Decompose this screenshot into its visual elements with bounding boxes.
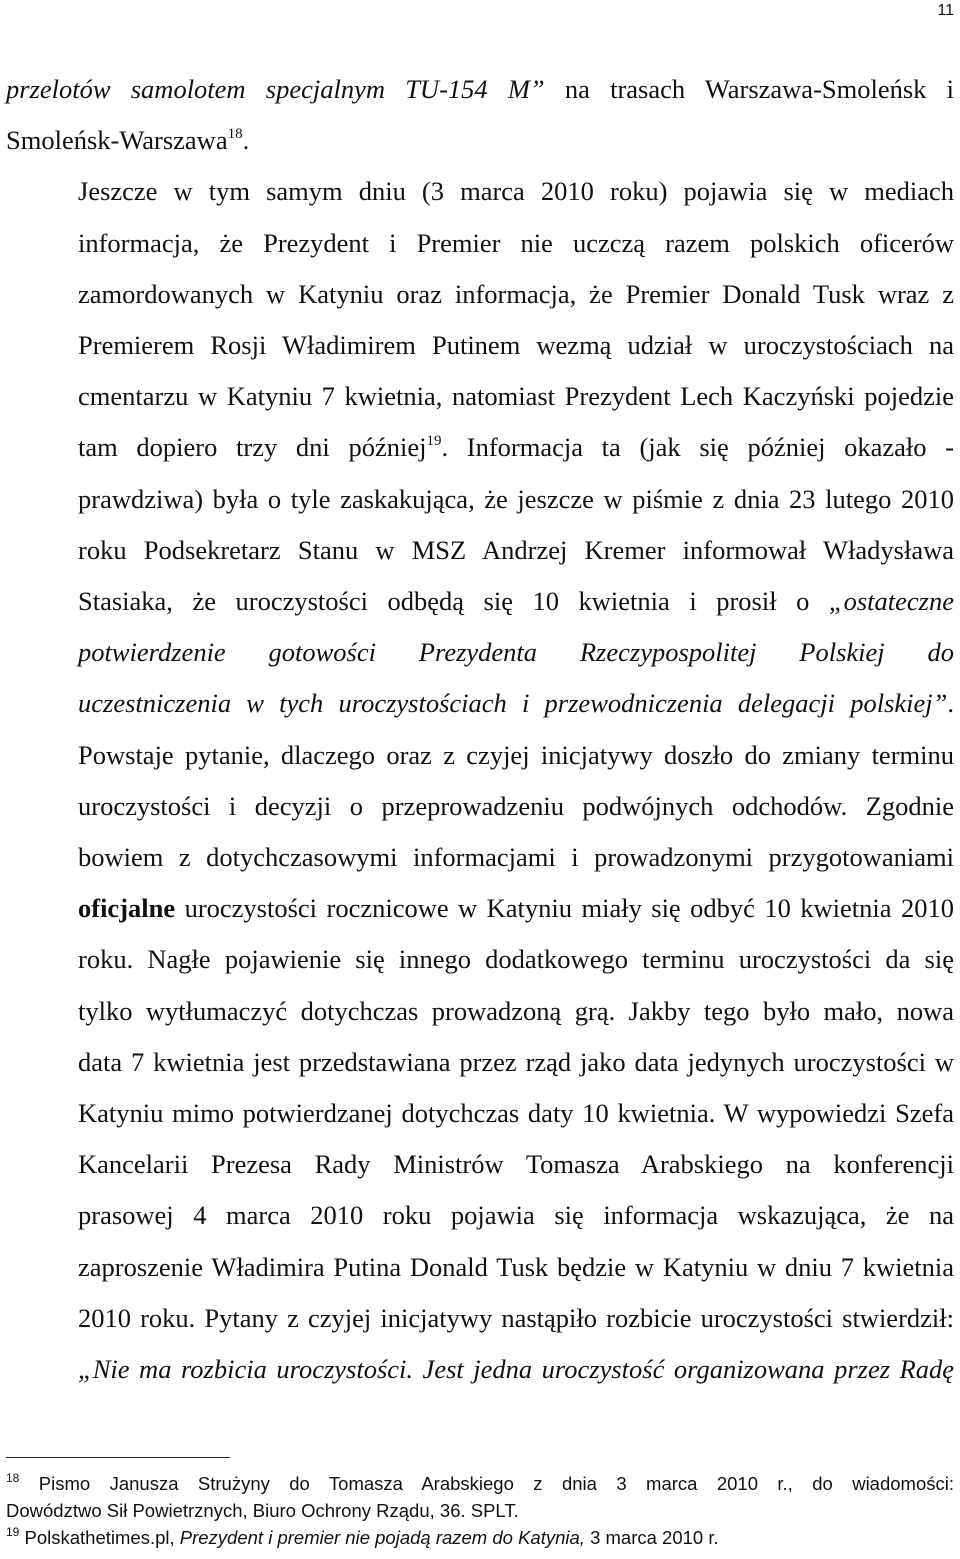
text-line [6,115,954,166]
footnote-19 [6,1524,954,1551]
italic-text: przelotów samolotem specjalnym TU-154 M” [6,74,545,104]
text-run: . [947,688,954,719]
italic-text: potwierdzenie gotowości Prezydenta Rzeczypospolitej Polskiej do [78,637,954,668]
page-number: 11 [937,2,954,19]
text-run: na trasach Warszawa-Smoleńsk i [544,74,954,104]
text-run: 3 marca 2010 r. [584,1527,719,1548]
footnotes [6,1470,954,1551]
text-line [6,64,954,115]
italic-text: uczestniczenia w tych uroczystościach i przewodniczenia delegacji polskiej” [78,688,948,719]
text-line: 2010 roku. Pytany z czyjej inicjatywy nastąpiło rozbicie uroczystości stwierdził: [78,1302,954,1333]
text-run: Smoleńsk-Warszawa [6,125,228,156]
footnote-number: 19 [6,1525,20,1539]
text-line [6,576,954,627]
text-run: uroczystości rocznicowe w Katyniu miały się odbyć 10 kwietnia 2010 [175,893,954,924]
footnote-line: Dowództwo Sił Powietrznych, Biuro Ochrony Rządu, 36. SPLT. [6,1500,519,1521]
footnote-18 [6,1470,954,1524]
text-line [6,422,954,473]
footnote-ref-18[interactable]: 18 [227,126,243,143]
text-line: Jeszcze w tym samym dniu (3 marca 2010 roku) pojawia się w mediach [78,176,954,207]
text-line: uroczystości i decyzji o przeprowadzeniu podwójnych odchodów. Zgodnie [78,790,954,821]
text-line: zamordowanych w Katyniu oraz informacja, że Premier Donald Tusk wraz z [78,278,954,309]
text-line: Powstaje pytanie, dlaczego oraz z czyjej inicjatywy doszło do zmiany terminu [78,739,954,770]
text-line: zaproszenie Władimira Putina Donald Tusk będzie w Katyniu w dniu 7 kwietnia [78,1251,954,1282]
text-line: bowiem z dotychczasowymi informacjami i prowadzonymi przygotowaniami [78,842,954,873]
italic-text: „Nie ma rozbicia uroczystości. Jest jedna uroczystość organizowana przez Radę [78,1354,954,1385]
footnote-divider [6,1457,230,1458]
text-line: Kancelarii Prezesa Rady Ministrów Tomasza Arabskiego na konferencji [78,1149,954,1180]
text-line: Premierem Rosji Władimirem Putinem wezmą udział w uroczystościach na [78,330,954,361]
paragraph-1 [6,64,954,166]
paragraph-2 [6,166,954,1395]
text-run: tam dopiero trzy dni później [78,432,427,463]
text-run: Pismo Janusza Strużyny do Tomasza Arabskiego z dnia 3 marca 2010 r., do wiadomości: [19,1473,954,1494]
body-text [6,64,954,1395]
italic-text: Prezydent i premier nie pojadą razem do Katynia, [179,1527,585,1548]
bold-text: oficjalne [78,893,176,924]
footnote-number: 18 [6,1471,20,1485]
footnote-ref-19[interactable]: 19 [426,433,442,450]
text-line: Katyniu mimo potwierdzanej dotychczas daty 10 kwietnia. W wypowiedzi Szefa [78,1098,954,1129]
footnote-line [6,1524,954,1551]
text-line [6,678,954,729]
text-line: roku Podsekretarz Stanu w MSZ Andrzej Kremer informował Władysława [78,534,954,565]
text-line: informacja, że Prezydent i Premier nie uczczą razem polskich oficerów [78,227,954,258]
text-run: Stasiaka, że uroczystości odbędą się 10 kwietnia i prosił o [78,586,829,617]
text-run: . [242,125,250,156]
text-run: . Informacja ta (jak się później okazało - [441,432,955,463]
text-line: data 7 kwietnia jest przedstawiana przez rząd jako data jedynych uroczystości w [78,1046,954,1077]
source-link[interactable]: Polskathetimes.pl, [19,1527,180,1548]
text-line: roku. Nagłe pojawienie się innego dodatkowego terminu uroczystości da się [78,944,954,975]
text-line [6,1344,954,1395]
footnote-line [6,1470,954,1497]
text-line: prawdziwa) była o tyle zaskakująca, że jeszcze w piśmie z dnia 23 lutego 2010 [78,483,954,514]
italic-text: „ostateczne [828,586,954,617]
text-line: prasowej 4 marca 2010 roku pojawia się informacja wskazująca, że na [78,1200,954,1231]
text-line [6,883,954,934]
text-line: tylko wytłumaczyć dotychczas prowadzoną grą. Jakby tego było mało, nowa [78,995,954,1026]
text-line [6,627,954,678]
text-line: cmentarzu w Katyniu 7 kwietnia, natomiast Prezydent Lech Kaczyński pojedzie [78,381,954,412]
